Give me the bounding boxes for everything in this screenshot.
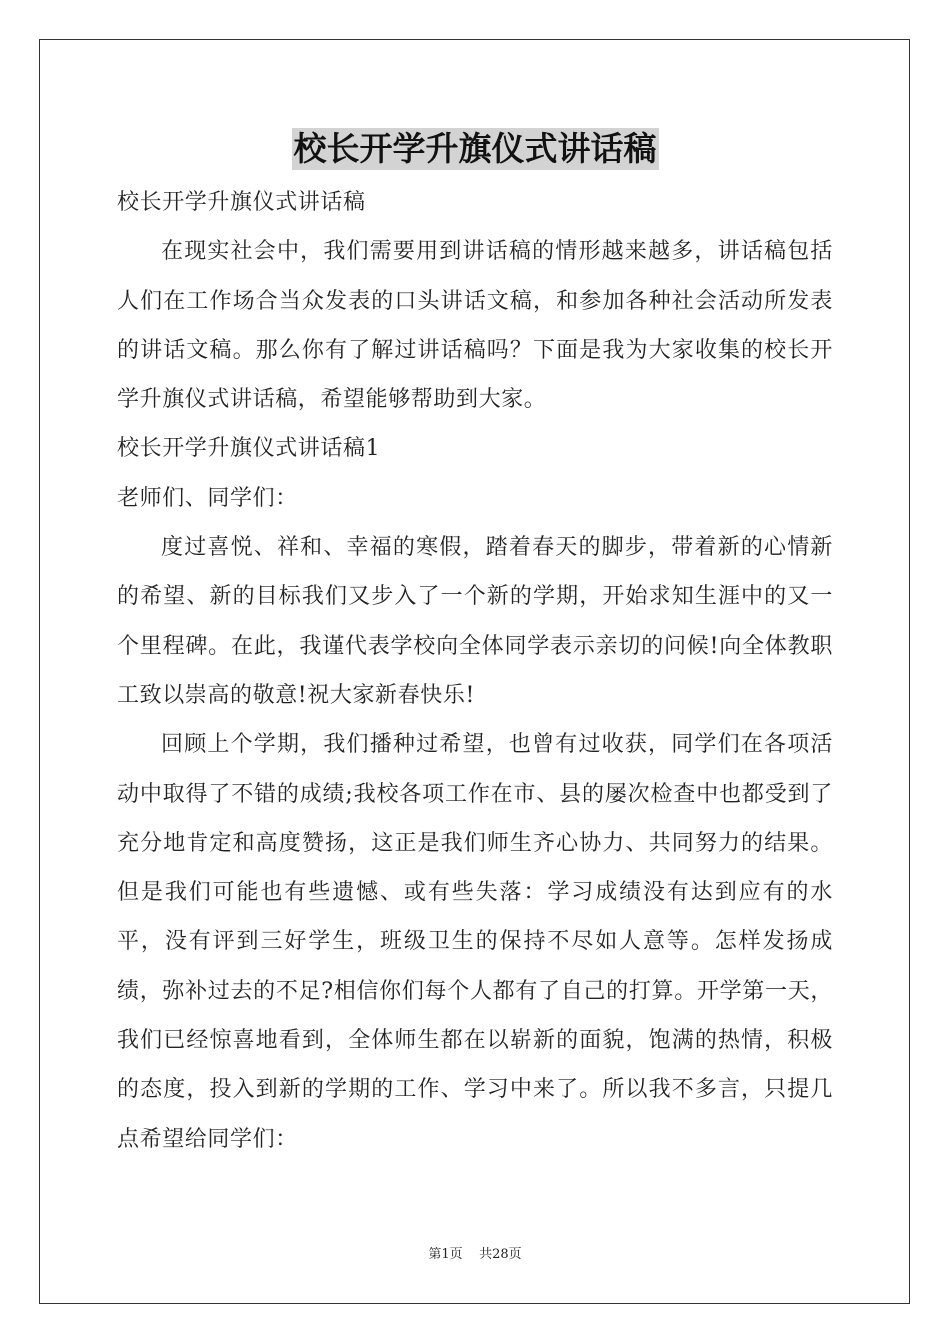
- paragraph-review: 回顾上个学期，我们播种过希望，也曾有过收获，同学们在各项活动中取得了不错的成绩;我校各项工作在市、县的屡次检查中也都受到了充分地肯定和高度赞扬，这正是我们师生齐心协力、共同努力的结果。但是我们可能也有些遗憾、或有些失落：学习成绩没有达到应有的水平，没有评到三好学生，班级卫生的保持不尽如人意等。怎样发扬成绩，弥补过去的不足?相信你们每个人都有了自己的打算。开学第一天，我们已经惊喜地看到，全体师生都在以崭新的面貌，饱满的热情，积极的态度，投入到新的学期的工作、学习中来了。所以我不多言，只提几点希望给同学们：: [117, 732, 833, 1152]
- page-footer: [0, 1246, 950, 1264]
- page-total: 共28页: [479, 1247, 522, 1262]
- paragraph-subtitle: 校长开学升旗仪式讲话稿: [117, 190, 366, 215]
- document-body: [117, 178, 833, 1164]
- paragraph-salutation: 老师们、同学们：: [117, 485, 298, 511]
- page-number: 第1页: [428, 1247, 463, 1262]
- paragraph-greeting: 度过喜悦、祥和、幸福的寒假，踏着春天的脚步，带着新的心情新的希望、新的目标我们又步入了一个新的学期，开始求知生涯中的又一个里程碑。在此，我谨代表学校向全体同学表示亲切的问候!向全体教职工致以崇高的敬意!祝大家新春快乐!: [117, 535, 833, 708]
- document-title: [0, 128, 950, 170]
- document-title-text: 校长开学升旗仪式讲话稿: [293, 129, 657, 168]
- paragraph-section-heading: 校长开学升旗仪式讲话稿1: [117, 436, 381, 462]
- paragraph-intro: 在现实社会中，我们需要用到讲话稿的情形越来越多，讲话稿包括人们在工作场合当众发表的口头讲话文稿，和参加各种社会活动所发表的讲话文稿。那么你有了解过讲话稿吗？下面是我为大家收集的校长开学升旗仪式讲话稿，希望能够帮助到大家。: [117, 239, 833, 413]
